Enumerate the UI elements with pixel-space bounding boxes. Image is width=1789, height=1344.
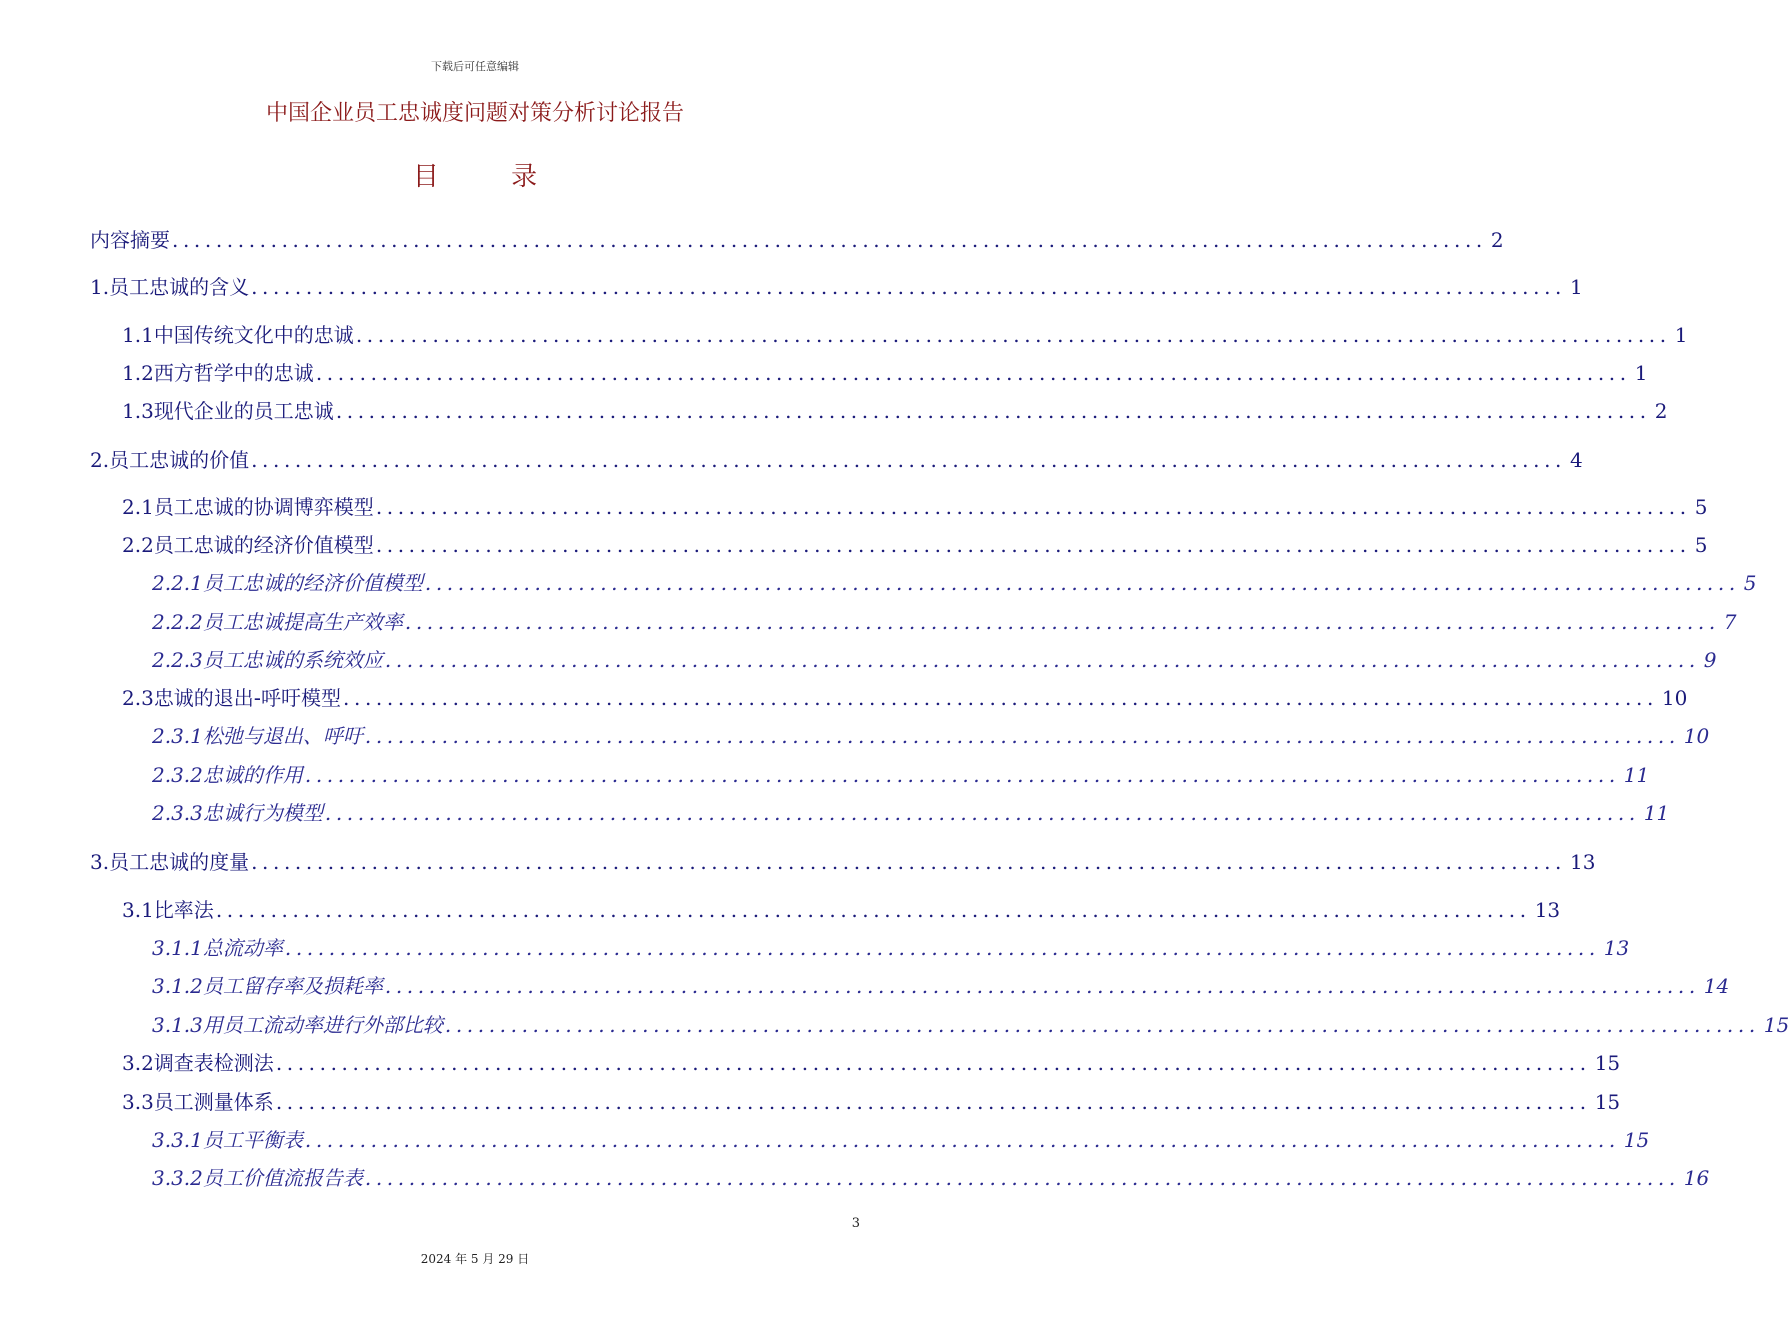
- toc-entry-label: 调查表检测法: [153, 1051, 274, 1075]
- toc-entry-number: 3.3: [122, 1090, 154, 1114]
- toc-entry-label: 员工忠诚提高生产效率: [202, 610, 403, 634]
- toc-entry-number: 2.3.1: [152, 724, 203, 748]
- toc-entry-page: 5: [1694, 533, 1708, 557]
- toc-entry-page: 1: [1569, 275, 1583, 299]
- toc-entry-number: 3.3.2: [152, 1166, 203, 1190]
- toc-entry-label: 忠诚行为模型: [202, 801, 323, 825]
- toc-entry-label: 员工价值流报告表: [202, 1166, 363, 1190]
- toc-entry-label: 员工忠诚的含义: [109, 275, 250, 299]
- toc-entry-page: 11: [1623, 763, 1650, 787]
- toc-entry-number: 2.3: [122, 686, 154, 710]
- toc-entry-number: 2.: [90, 448, 110, 472]
- toc-entry-page: 10: [1683, 724, 1710, 748]
- toc-entry-2-3-2[interactable]: [152, 759, 1650, 789]
- toc-entry-1[interactable]: [90, 271, 1583, 301]
- toc-entry-page: 10: [1661, 686, 1688, 710]
- toc-entry-2-2-3[interactable]: [152, 644, 1717, 674]
- toc-leader-dots: ........................................................................................................................: [384, 974, 1700, 998]
- toc-leader-dots: ........................................................................................................................: [335, 399, 1651, 423]
- toc-leader-dots: ........................................................................................................................: [304, 763, 1620, 787]
- toc-entry-3-2[interactable]: [122, 1047, 1621, 1077]
- toc-entry-label: 现代企业的员工忠诚: [153, 399, 334, 423]
- toc-entry-label: 员工留存率及损耗率: [202, 974, 383, 998]
- toc-entry-2-2-1[interactable]: [152, 567, 1757, 597]
- toc-entry-3[interactable]: [90, 846, 1596, 876]
- toc-leader-dots: ........................................................................................................................: [364, 1166, 1680, 1190]
- toc-entry-label: 中国传统文化中的忠诚: [153, 323, 354, 347]
- toc-entry-page: 9: [1703, 648, 1717, 672]
- toc-entry-label: 用员工流动率进行外部比较: [202, 1013, 443, 1037]
- toc-entry-label: 员工平衡表: [202, 1128, 303, 1152]
- toc-entry-page: 5: [1694, 495, 1708, 519]
- toc-entry-number: 1.2: [122, 361, 154, 385]
- toc-leader-dots: ........................................................................................................................: [251, 448, 1566, 472]
- toc-leader-dots: ........................................................................................................................: [444, 1013, 1760, 1037]
- toc-entry-label: 员工忠诚的系统效应: [202, 648, 383, 672]
- toc-leader-dots: ........................................................................................................................: [404, 610, 1720, 634]
- toc-entry-page: 13: [1534, 898, 1561, 922]
- toc-entry-number: 2.1: [122, 495, 154, 519]
- toc-leader-dots: ........................................................................................................................: [343, 686, 1658, 710]
- toc-entry-label: 比率法: [153, 898, 214, 922]
- footer-date: 2024 年 5 月 29 日: [420, 1252, 530, 1266]
- toc-entry-number: 2.2.3: [152, 648, 203, 672]
- toc-entry-2-3-1[interactable]: [152, 720, 1710, 750]
- toc-entry-number: 2.2.1: [152, 571, 203, 595]
- toc-entry-number: 2.3.3: [152, 801, 203, 825]
- toc-leader-dots: ........................................................................................................................: [424, 571, 1740, 595]
- toc-entry-1-2[interactable]: [122, 357, 1648, 387]
- toc-entry-page: 13: [1569, 850, 1596, 874]
- toc-entry-number: 3.1: [122, 898, 154, 922]
- toc-entry-number: 3.3.1: [152, 1128, 203, 1152]
- toc-entry-2-3[interactable]: [122, 682, 1688, 712]
- toc-entry-page: 15: [1763, 1013, 1789, 1037]
- toc-entry-page: 11: [1643, 801, 1670, 825]
- toc-leader-dots: ........................................................................................................................: [355, 323, 1671, 347]
- header-note: 下载后可任意编辑: [431, 60, 519, 73]
- toc-entry-2-3-3[interactable]: [152, 797, 1670, 827]
- toc-entry-page: 14: [1703, 974, 1730, 998]
- toc-entry-label: 员工忠诚的经济价值模型: [153, 533, 374, 557]
- toc-leader-dots: ........................................................................................................................: [315, 361, 1631, 385]
- toc-entry-number: 1.1: [122, 323, 154, 347]
- toc-entry-label: 员工测量体系: [153, 1090, 274, 1114]
- toc-entry-3-3-2[interactable]: [152, 1162, 1710, 1192]
- toc-entry-2[interactable]: [90, 444, 1583, 474]
- toc-entry-3-1-3[interactable]: [152, 1009, 1789, 1039]
- toc-entry-3-1-2[interactable]: [152, 970, 1730, 1000]
- toc-entry-page: 2: [1654, 399, 1668, 423]
- toc-entry-number: 1.: [90, 275, 110, 299]
- toc-leader-dots: ........................................................................................................................: [251, 275, 1566, 299]
- toc-entry-number: 2.2: [122, 533, 154, 557]
- toc-entry-page: 2: [1490, 228, 1504, 252]
- toc-entry-page: 15: [1594, 1051, 1621, 1075]
- toc-leader-dots: ........................................................................................................................: [375, 495, 1691, 519]
- toc-entry-label: 忠诚的退出-呼吁模型: [153, 686, 342, 710]
- toc-leader-dots: ........................................................................................................................: [275, 1090, 1591, 1114]
- toc-entry-number: 3.2: [122, 1051, 154, 1075]
- toc-entry-1-1[interactable]: [122, 319, 1688, 349]
- toc-entry-number: 3.: [90, 850, 110, 874]
- toc-entry-page: 7: [1723, 610, 1737, 634]
- toc-entry-3-1-1[interactable]: [152, 932, 1630, 962]
- toc-entry-label: 内容摘要: [90, 228, 170, 252]
- toc-entry-number: 3.1.1: [152, 936, 203, 960]
- toc-entry-label: 员工忠诚的协调博弈模型: [153, 495, 374, 519]
- toc-leader-dots: ........................................................................................................................: [324, 801, 1640, 825]
- toc-entry-page: 1: [1674, 323, 1688, 347]
- toc-entry-number: 3.1.2: [152, 974, 203, 998]
- toc-entry-page: 13: [1603, 936, 1630, 960]
- toc-leader-dots: ........................................................................................................................: [384, 648, 1700, 672]
- toc-entry-page: 16: [1683, 1166, 1710, 1190]
- toc-entry-label: 员工忠诚的经济价值模型: [202, 571, 423, 595]
- toc-leader-dots: ........................................................................................................................: [275, 1051, 1591, 1075]
- toc-entry-number: 1.3: [122, 399, 154, 423]
- toc-entry-page: 15: [1594, 1090, 1621, 1114]
- toc-entry-number: 3.1.3: [152, 1013, 203, 1037]
- toc-leader-dots: ........................................................................................................................: [304, 1128, 1620, 1152]
- toc-entry-page: 1: [1634, 361, 1648, 385]
- toc-entry-page: 4: [1569, 448, 1583, 472]
- toc-entry-page: 5: [1743, 571, 1757, 595]
- toc-entry-abstract[interactable]: [90, 224, 1504, 254]
- toc-leader-dots: ........................................................................................................................: [172, 228, 1487, 252]
- page-number: 3: [851, 1216, 860, 1231]
- toc-entry-2-1[interactable]: [122, 491, 1708, 521]
- toc-entry-2-2-2[interactable]: [152, 606, 1737, 636]
- toc-entry-3-3[interactable]: [122, 1086, 1621, 1116]
- toc-entry-label: 忠诚的作用: [202, 763, 303, 787]
- toc-entry-1-3[interactable]: [122, 395, 1668, 425]
- toc-entry-label: 总流动率: [202, 936, 283, 960]
- toc-entry-number: 2.3.2: [152, 763, 203, 787]
- toc-entry-number: 2.2.2: [152, 610, 203, 634]
- toc-leader-dots: ........................................................................................................................: [215, 898, 1531, 922]
- toc-heading: 目 录: [412, 162, 570, 192]
- toc-leader-dots: ........................................................................................................................: [375, 533, 1691, 557]
- document-title: 中国企业员工忠诚度问题对策分析讨论报告: [265, 101, 684, 126]
- toc-entry-page: 15: [1623, 1128, 1650, 1152]
- toc-entry-label: 员工忠诚的度量: [109, 850, 250, 874]
- toc-leader-dots: ........................................................................................................................: [251, 850, 1566, 874]
- toc-leader-dots: ........................................................................................................................: [364, 724, 1680, 748]
- toc-entry-label: 员工忠诚的价值: [109, 448, 250, 472]
- toc-leader-dots: ........................................................................................................................: [284, 936, 1600, 960]
- toc-entry-3-1[interactable]: [122, 894, 1561, 924]
- toc-entry-label: 西方哲学中的忠诚: [153, 361, 314, 385]
- toc-entry-3-3-1[interactable]: [152, 1124, 1650, 1154]
- toc-entry-label: 松弛与退出、呼吁: [202, 724, 363, 748]
- toc-entry-2-2[interactable]: [122, 529, 1708, 559]
